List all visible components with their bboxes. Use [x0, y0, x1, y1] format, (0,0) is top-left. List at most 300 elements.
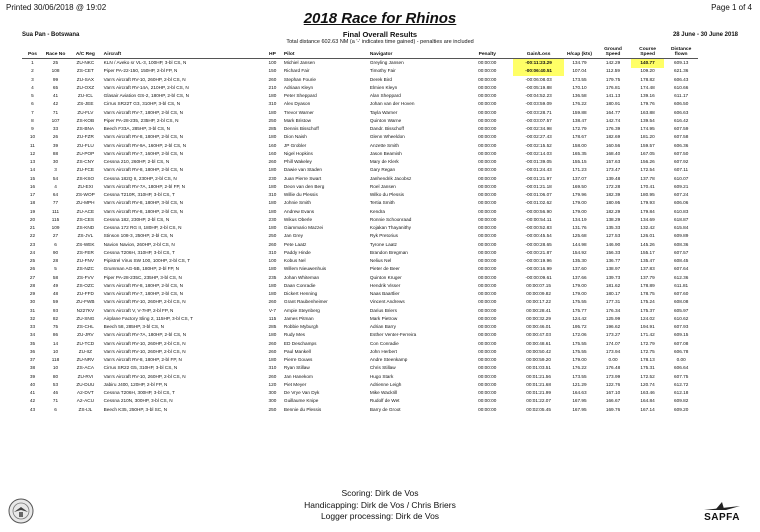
cell-hp: 260	[268, 241, 277, 247]
cell-pos: 6	[31, 101, 34, 107]
venue: Sua Pan - Botswana	[22, 32, 80, 38]
cell-course-speed: 172.79	[640, 340, 655, 346]
cell-navigator: Ronnie Schoonraad	[369, 216, 412, 222]
cell-penalty: 00:00:00	[478, 60, 497, 66]
cell-pilot: Paul Mankell	[283, 348, 311, 354]
cell-gain-loss: 00:01:21.56	[526, 373, 551, 379]
cell-course-speed: 178.89	[640, 282, 655, 288]
cell-aircraft: Van's Aircraft RV-8, 180HP, 2-bl FP, N	[103, 357, 182, 363]
cell-pos: 35	[29, 340, 36, 346]
cell-hp: 180	[268, 93, 277, 99]
cell-penalty: 00:00:00	[478, 175, 497, 181]
col-header-race-no: Race No	[43, 47, 68, 59]
cell-distance-flown: 609.82	[674, 398, 689, 404]
table-row	[22, 389, 698, 397]
cell-distance-flown: 606.64	[674, 365, 689, 371]
cell-ground-speed: 182.39	[605, 192, 621, 198]
cell-penalty: 00:00:00	[478, 348, 497, 354]
cell-pos: 42	[29, 398, 36, 404]
table-row	[22, 274, 698, 282]
cell-pos: 19	[29, 208, 36, 214]
cell-pilot: Ryan Stillaw	[283, 365, 310, 371]
distance-note: Total distance 602.63 NM (a '-' indicates time gained) - penalties are included	[286, 39, 474, 45]
cell-penalty: 00:00:00	[478, 390, 497, 396]
cell-distance-flown: 611.81	[674, 282, 689, 288]
cell-hcap: 124.42	[572, 315, 587, 321]
cell-pilot: Willie du Plessis	[283, 192, 318, 198]
cell-aircraft: Van's Aircraft RV-7A, 180HP, 2-bl CS, N	[103, 332, 187, 338]
cell-race-no: 3	[54, 167, 57, 173]
cell-course-speed: 163.88	[640, 109, 655, 115]
cell-navigator: Adrian Barry	[369, 324, 396, 330]
cell-hcap: 195.72	[572, 324, 587, 330]
cell-ground-speed: 179.75	[605, 76, 621, 82]
cell-gain-loss: -00:00:21.87	[525, 249, 552, 255]
cell-ground-speed: 182.29	[605, 208, 621, 214]
cell-distance-flown: 612.18	[674, 390, 689, 396]
results-table	[22, 47, 698, 414]
cell-aircraft: Van's Aircraft RV-8, 180HP, 2-bl CS, N	[103, 282, 183, 288]
cell-navigator: Darius Briers	[369, 307, 397, 313]
cell-pos: 43	[29, 406, 36, 412]
cell-hcap: 179.00	[572, 291, 587, 297]
cell-course-speed: 194.91	[640, 324, 655, 330]
cell-course-speed: 163.46	[640, 390, 655, 396]
cell-aircraft: KLN / Aveko sr VL-3, 100HP, 3-bl CS, N	[103, 60, 187, 66]
cell-ground-speed: 180.95	[605, 200, 621, 206]
cell-hp: 260	[268, 299, 277, 305]
cell-race-no: 39	[52, 142, 59, 148]
cell-distance-flown: 621.36	[674, 68, 689, 74]
sapfa-logo-text: SAPFA	[704, 512, 740, 523]
cell-course-speed: 120.74	[640, 381, 655, 387]
cell-pos: 31	[29, 307, 36, 313]
cell-navigator: Anzette Smith	[369, 142, 400, 148]
table-row	[22, 125, 698, 133]
cell-hcap: 172.79	[572, 126, 587, 132]
cell-race-no: 71	[52, 109, 59, 115]
cell-ground-speed: 156.33	[605, 249, 621, 255]
cell-ground-speed: 176.81	[605, 84, 621, 90]
cell-race-no: 41	[52, 93, 59, 99]
cell-pilot: Phill Wakeley	[283, 159, 312, 165]
cell-hcap: 171.23	[572, 167, 587, 173]
cell-pilot: Dawie van Staden	[283, 167, 322, 173]
cell-race-no: 99	[52, 76, 59, 82]
cell-navigator: Barry de Groot	[369, 406, 401, 412]
cell-race-no: 107	[51, 117, 60, 123]
cell-race-no: 108	[51, 68, 60, 74]
cell-navigator: Rudolf de Wet	[369, 398, 400, 404]
cell-pilot: Bennie du Plessis	[283, 406, 322, 412]
cell-pos: 14	[29, 167, 36, 173]
cell-ground-speed: 176.34	[605, 307, 621, 313]
cell-hp: 250	[268, 406, 277, 412]
cell-penalty: 00:00:00	[478, 84, 497, 90]
cell-pos: 21	[29, 225, 36, 231]
cell-gain-loss: -00:01:24.43	[525, 167, 552, 173]
cell-hp: 230	[268, 216, 277, 222]
cell-pos: 26	[29, 266, 36, 272]
cell-hcap: 178.67	[572, 134, 587, 140]
cell-gain-loss: 00:00:17.22	[526, 299, 551, 305]
cell-gain-loss: 00:00:07.15	[526, 282, 551, 288]
cell-hp: 250	[268, 233, 277, 239]
cell-pilot: Adriaan Kleyn	[283, 84, 314, 90]
table-row	[22, 290, 698, 298]
cell-distance-flown: 606.50	[674, 101, 689, 107]
cell-distance-flown: 610.62	[674, 315, 689, 321]
cell-navigator: Janhendrik Jacobsz	[369, 175, 412, 181]
cell-gain-loss: -00:00:09.61	[525, 274, 552, 280]
cell-pilot: Guillaume Knipe	[283, 398, 319, 404]
cell-hp: 180	[268, 200, 277, 206]
cell-race-no: 115	[51, 216, 60, 222]
cell-ground-speed: 160.56	[605, 142, 621, 148]
cell-penalty: 00:00:00	[478, 200, 497, 206]
cell-race-no: 86	[52, 332, 59, 338]
cell-navigator: Quinton Kruger	[369, 274, 402, 280]
table-row	[22, 224, 698, 232]
cell-penalty: 00:00:00	[478, 142, 497, 148]
cell-ground-speed: 136.77	[605, 258, 621, 264]
table-row	[22, 307, 698, 315]
cell-penalty: 00:00:00	[478, 76, 497, 82]
table-row	[22, 315, 698, 323]
cell-aircraft: Cirrus SR22T G3, 310HP, 3-bl CS, N	[103, 101, 181, 107]
cell-course-speed: 167.14	[640, 406, 655, 412]
cell-ground-speed: 181.62	[605, 282, 621, 288]
cell-distance-flown: 609.21	[674, 183, 689, 189]
col-header-course-speed: Course Speed	[631, 47, 665, 59]
cell-gain-loss: -00:11:23.29	[513, 59, 563, 68]
cell-penalty: 00:00:00	[478, 68, 497, 74]
cell-race-no: 27	[52, 233, 59, 239]
cell-race-no: 46	[52, 390, 59, 396]
cell-distance-flown: 606.63	[674, 109, 689, 115]
table-row	[22, 175, 698, 183]
cell-navigator: Quinton Warne	[369, 117, 402, 123]
cell-penalty: 00:00:00	[478, 315, 497, 321]
cell-distance-flown: 608.08	[674, 299, 689, 305]
cell-course-speed: 179.93	[640, 200, 655, 206]
cell-gain-loss: -00:00:16.99	[525, 266, 552, 272]
cell-ground-speed: 182.69	[605, 134, 621, 140]
cell-hp: 310	[268, 192, 277, 198]
cell-gain-loss: -00:00:45.54	[525, 233, 552, 239]
cell-navigator: Con Conradie	[369, 340, 399, 346]
cell-hp: 180	[268, 167, 277, 173]
cell-hcap: 173.55	[572, 373, 587, 379]
cell-ground-speed: 135.33	[605, 225, 621, 231]
cell-ac-reg: ZU-FWB	[76, 299, 95, 305]
results-body	[22, 59, 698, 414]
cell-aircraft: Cessna 172 RG II, 180HP, 2-bl CS, N	[103, 225, 182, 231]
cell-hcap: 175.55	[572, 340, 587, 346]
cell-ac-reg: ZU-POP	[76, 150, 95, 156]
cell-gain-loss: 00:00:59.20	[526, 357, 551, 363]
cell-pilot: Paddy Hinde	[283, 249, 311, 255]
cell-ac-reg: ZS-FVV	[77, 274, 94, 280]
cell-course-speed: 167.05	[640, 150, 655, 156]
cell-penalty: 00:00:00	[478, 208, 497, 214]
cell-distance-flown: 605.97	[674, 307, 689, 313]
cell-ac-reg: ZU-FZR	[76, 134, 94, 140]
cell-ac-reg: ZU-NRV	[76, 357, 95, 363]
cell-pos: 4	[31, 84, 34, 90]
cell-ac-reg: ZS-KND	[76, 225, 95, 231]
table-row	[22, 257, 698, 265]
cell-penalty: 00:00:00	[478, 101, 497, 107]
cell-distance-flown: 618.87	[674, 216, 689, 222]
table-row	[22, 356, 698, 364]
cell-gain-loss: 00:01:21.99	[526, 390, 551, 396]
table-row	[22, 158, 698, 166]
cell-aircraft: Cessna 182Q II, 230HP, 2-bl CS, N	[103, 175, 177, 181]
cell-course-speed: 109.20	[640, 68, 655, 74]
cell-navigator: Roel Jansen	[369, 183, 396, 189]
cell-course-speed: 179.76	[640, 101, 655, 107]
page-number: Page 1 of 4	[711, 3, 752, 12]
cell-aircraft: Piper PA-28-235C, 235HP, 3-bl CS, N	[103, 274, 182, 280]
cell-ground-speed: 174.07	[605, 340, 621, 346]
results-subtitle: Final Overall Results	[342, 30, 418, 39]
cell-distance-flown: 610.83	[674, 208, 689, 214]
cell-race-no: 4	[54, 183, 57, 189]
cell-penalty: 00:00:00	[478, 216, 497, 222]
cell-hp: 180	[268, 282, 277, 288]
cell-pos: 12	[29, 150, 36, 156]
cell-ground-speed: 180.17	[605, 291, 621, 297]
cell-course-speed: 137.78	[640, 175, 655, 181]
cell-hcap: 135.30	[572, 258, 587, 264]
cell-race-no: 109	[51, 225, 60, 231]
table-row	[22, 249, 698, 257]
cell-penalty: 00:00:00	[478, 357, 497, 363]
table-row	[22, 92, 698, 100]
cell-penalty: 00:00:00	[478, 282, 497, 288]
col-header-distance-flown: Distance flown	[664, 47, 698, 59]
cell-penalty: 00:00:00	[478, 332, 497, 338]
cell-course-speed: 175.24	[640, 299, 655, 305]
cell-hcap: 137.66	[572, 274, 587, 280]
cell-aircraft: Van's Aircraft RV-8, 180HP, 2-bl CS, N	[103, 208, 183, 214]
table-row	[22, 142, 698, 150]
cell-gain-loss: -00:01:21.18	[525, 183, 552, 189]
cell-ac-reg: ZU-FNV	[76, 258, 94, 264]
cell-penalty: 00:00:00	[478, 150, 497, 156]
cell-hcap: 125.68	[572, 233, 587, 239]
cell-aircraft: Beech 58, 285HP, 3-bl CS, N	[103, 324, 165, 330]
cell-aircraft: Stinson 108-3, 250HP, 2-bl CS, N	[103, 233, 174, 239]
cell-distance-flown: 607.92	[674, 159, 689, 165]
cell-hp: 300	[268, 390, 277, 396]
cell-distance-flown: 607.60	[674, 291, 689, 297]
printed-timestamp: Printed 30/06/2018 @ 19:02	[6, 3, 107, 12]
cell-race-no: 6	[54, 406, 57, 412]
cell-distance-flown: 608.36	[674, 241, 689, 247]
table-row	[22, 373, 698, 381]
cell-course-speed: 172.52	[640, 373, 655, 379]
table-row	[22, 332, 698, 340]
col-header-hcap: H/cap (kts)	[564, 47, 595, 59]
cell-penalty: 00:00:00	[478, 365, 497, 371]
cell-course-speed: 132.42	[640, 225, 655, 231]
table-row	[22, 406, 698, 414]
cell-gain-loss: -00:02:15.52	[525, 142, 552, 148]
cell-course-speed: 181.20	[640, 134, 655, 140]
cell-navigator: Tayla Warner	[369, 109, 398, 115]
cell-ground-speed: 164.77	[605, 109, 621, 115]
table-row	[22, 191, 698, 199]
cell-aircraft: Van's Aircraft V, V-7HP, 2-bl FP, N	[103, 307, 174, 313]
cell-race-no: 6	[54, 241, 57, 247]
cell-hp: 260	[268, 159, 277, 165]
cell-penalty: 00:00:00	[478, 93, 497, 99]
cell-race-no: 14	[52, 340, 59, 346]
cell-race-no: 28	[52, 258, 59, 264]
cell-distance-flown: 606.06	[674, 200, 689, 206]
cell-navigator: Mike Wackrill	[369, 390, 398, 396]
cell-pilot: Johnie Smith	[283, 200, 312, 206]
cell-pos: 39	[29, 373, 36, 379]
cell-navigator: Naas Baartlier	[369, 291, 400, 297]
cell-distance-flown: 609.20	[674, 406, 689, 412]
cell-ac-reg: ZS-KSO	[76, 175, 95, 181]
cell-penalty: 00:00:00	[478, 225, 497, 231]
cell-distance-flown: 608.45	[674, 258, 689, 264]
cell-hp: 285	[268, 126, 277, 132]
cell-navigator: Hendrik Visser	[369, 282, 401, 288]
table-row	[22, 167, 698, 175]
cell-distance-flown: 607.11	[674, 167, 689, 173]
cell-penalty: 00:00:00	[478, 159, 497, 165]
cell-ground-speed: 173.94	[605, 348, 621, 354]
cell-race-no: 75	[52, 324, 59, 330]
cell-aircraft: Pipistrel Virus SW 100, 100HP, 2-bl CS, T	[103, 258, 191, 264]
cell-pilot: Piet Meyer	[283, 381, 307, 387]
cell-course-speed: 126.01	[640, 233, 655, 239]
cell-hcap: 134.19	[572, 216, 587, 222]
cell-aircraft: Van's Aircraft RV-8, 180HP, 3-bl CS, N	[103, 200, 183, 206]
cell-pos: 3	[31, 76, 34, 82]
cell-race-no: 82	[52, 315, 59, 321]
cell-distance-flown: 612.72	[674, 381, 689, 387]
cell-penalty: 00:00:00	[478, 398, 497, 404]
cell-gain-loss: -00:03:28.71	[525, 109, 552, 115]
cell-hcap: 134.79	[572, 60, 587, 66]
col-header-ground-speed: Ground Speed	[595, 47, 631, 59]
cell-course-speed: 174.48	[640, 84, 655, 90]
cell-navigator: Vincent Andrews	[369, 299, 405, 305]
cell-pilot: Kobus Nel	[283, 258, 306, 264]
cell-hcap: 176.22	[572, 365, 587, 371]
cell-ac-reg: A2-DVT	[77, 390, 94, 396]
cell-navigator: Alan Sheppard	[369, 93, 401, 99]
cell-penalty: 00:00:00	[478, 266, 497, 272]
cell-aircraft: Grumman AG-5B, 180HP, 2-bl FP, N	[103, 266, 180, 272]
cell-aircraft: Cessna T206H, 310HP, 3-bl CS, T	[103, 249, 175, 255]
cell-navigator: Gary Regan	[369, 167, 396, 173]
cell-gain-loss: 00:02:05.45	[526, 406, 551, 412]
cell-hp: 180	[268, 183, 277, 189]
cell-race-no: 10	[52, 365, 59, 371]
cell-pos: 33	[29, 324, 36, 330]
cell-pilot: Johan Whiteman	[283, 274, 320, 280]
cell-navigator: Hugo Stark	[369, 373, 394, 379]
cell-hcap: 155.15	[572, 159, 587, 165]
cell-gain-loss: 00:01:22.07	[526, 398, 551, 404]
cell-race-no: 26	[52, 134, 59, 140]
cell-distance-flown: 606.78	[674, 348, 689, 354]
cell-course-speed: 145.26	[640, 241, 655, 247]
cell-pos: 9	[31, 126, 34, 132]
cell-ground-speed: 166.67	[605, 398, 621, 404]
cell-ground-speed: 139.73	[605, 274, 621, 280]
cell-race-no: 65	[52, 84, 59, 90]
cell-pilot: Daan Conradie	[283, 282, 316, 288]
event-dates: 28 June - 30 June 2018	[672, 32, 738, 38]
cell-course-speed: 178.75	[640, 291, 655, 297]
cell-aircraft: Cessna T206H, 300HP, 3-bl CS, T	[103, 390, 175, 396]
cell-ac-reg: N227KV	[76, 307, 95, 313]
cell-gain-loss: 00:00:46.01	[526, 324, 551, 330]
cell-hcap: 137.07	[572, 175, 587, 181]
cell-pos: 17	[29, 192, 36, 198]
cell-navigator: Johan van der Hoven	[369, 101, 415, 107]
cell-ac-reg: ZU-JRV	[77, 332, 94, 338]
cell-race-no: 49	[52, 282, 59, 288]
cell-ac-reg: ZU-ACE	[76, 208, 95, 214]
cell-hp: 115	[268, 315, 277, 321]
cell-navigator: Brandon Bregman	[369, 249, 408, 255]
cell-aircraft: Van's Aircraft RV-9A, 160HP, 2-bl CS, N	[103, 142, 187, 148]
col-header-gain-loss: Gain/Loss	[513, 47, 563, 59]
cell-ground-speed: 169.76	[605, 406, 621, 412]
cell-gain-loss: -00:00:54.11	[525, 216, 552, 222]
cell-pos: 36	[29, 348, 36, 354]
cell-distance-flown: 611.17	[674, 93, 689, 99]
cell-distance-flown: 609.89	[674, 233, 689, 239]
cell-ground-speed: 142.74	[605, 117, 621, 123]
cell-pos: 7	[31, 109, 34, 115]
cell-pos: 1	[31, 60, 34, 66]
cell-hcap: 159.88	[572, 109, 587, 115]
cell-gain-loss: -00:02:34.98	[525, 126, 552, 132]
cell-pos: 41	[29, 390, 36, 396]
cell-hcap: 175.55	[572, 348, 587, 354]
cell-pilot: Jan Hanekom	[283, 373, 313, 379]
cell-penalty: 00:00:00	[478, 241, 497, 247]
cell-navigator: Jason Beamish	[369, 150, 402, 156]
cell-course-speed: 178.13	[640, 357, 655, 363]
cell-penalty: 00:00:00	[478, 406, 497, 412]
col-header-ac-reg: A/C Reg	[68, 47, 103, 59]
cell-race-no: 111	[51, 208, 60, 214]
table-row	[22, 323, 698, 331]
table-row	[22, 150, 698, 158]
cell-course-speed: 175.37	[640, 307, 655, 313]
cell-hp: 180	[268, 208, 277, 214]
cell-navigator: Ryk Pretorius	[369, 233, 398, 239]
cell-navigator: Chris Stillaw	[369, 365, 396, 371]
cell-race-no: 71	[52, 398, 59, 404]
cell-distance-flown: 607.08	[674, 340, 689, 346]
cell-course-speed: 172.75	[640, 348, 655, 354]
cell-distance-flown: 609.13	[674, 60, 689, 66]
table-row	[22, 233, 698, 241]
cell-course-speed: 171.42	[640, 332, 655, 338]
